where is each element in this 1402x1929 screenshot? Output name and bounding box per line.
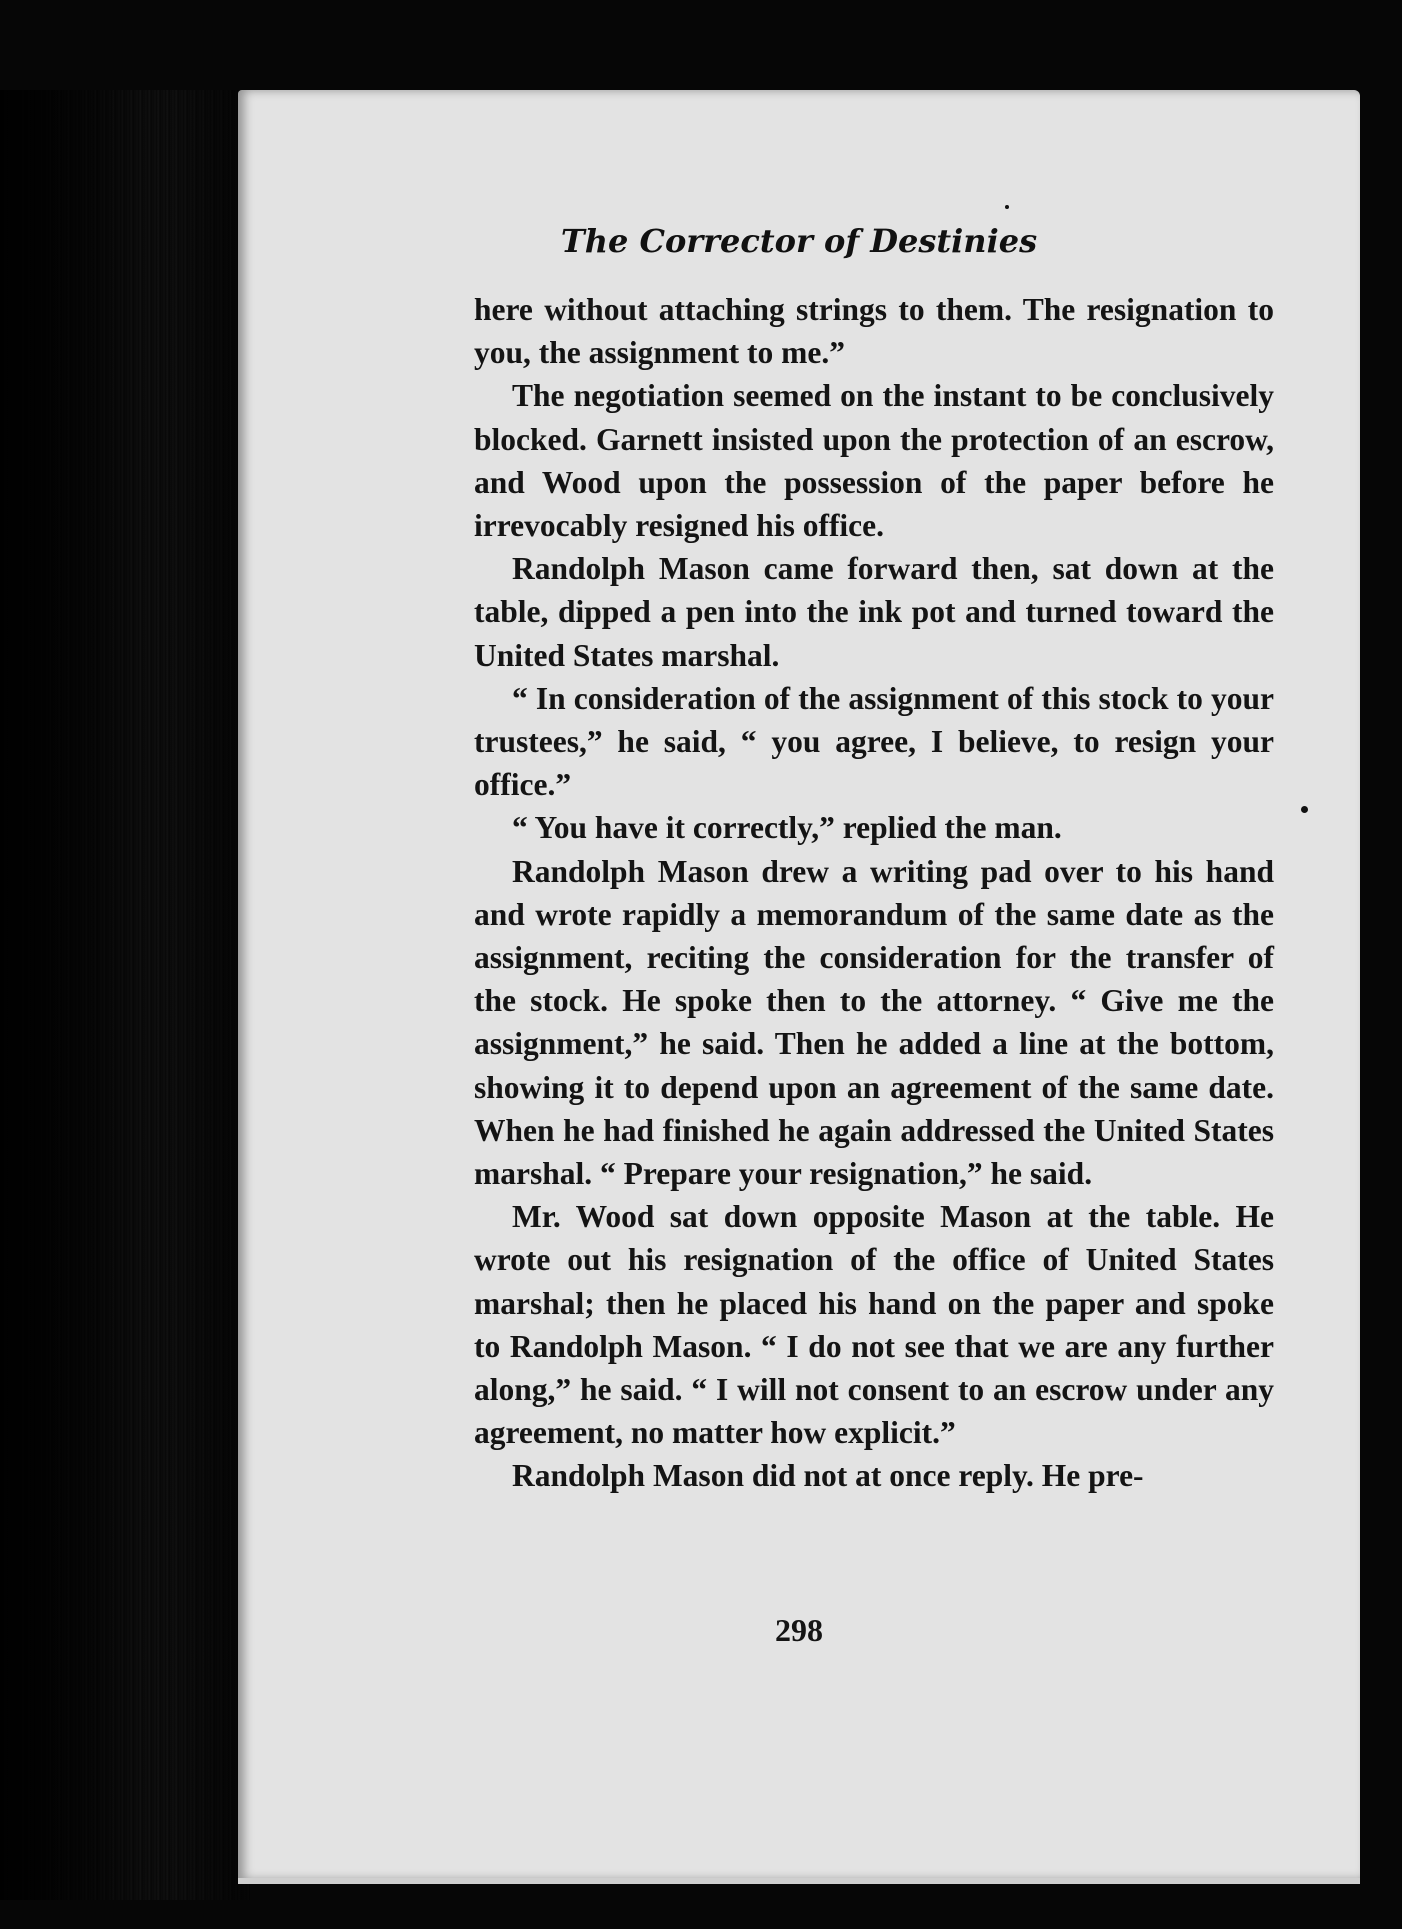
paragraph: The negotiation seemed on the instant to be conclusively blocked. Garnett insisted upon the protection of an escrow, and Wood upon the possession of the paper before he irrevocably resigned his office. bbox=[474, 378, 1274, 544]
dust-speck bbox=[1301, 806, 1308, 813]
paragraph: “ You have it correctly,” replied the man. bbox=[512, 810, 1062, 846]
paragraph: “ In consideration of the assignment of this stock to your trustees,” he said, “ you agree, I believe, to resign your office.” bbox=[474, 680, 1274, 803]
paragraph: Mr. Wood sat down opposite Mason at the table. He wrote out his resignation of the office of United States marshal; then he placed his hand on the paper and spoke to Randolph Mason. “ I do not see that we are any further along,” he said. “ I will not consent to an escrow under any agreement, no matter how explicit.” bbox=[474, 1199, 1274, 1451]
page-number: 298 bbox=[775, 1612, 823, 1648]
page-bottom-edge bbox=[238, 1878, 1360, 1884]
body-text bbox=[474, 288, 1274, 1498]
dust-speck bbox=[1005, 205, 1009, 209]
paragraph: Randolph Mason drew a writing pad over to his hand and wrote rapidly a memorandum of the same date as the assignment, reciting the consideration for the transfer of the stock. He spoke then to the attorney. “ Give me the assignment,” he said. Then he added a line at the bottom, showing it to depend upon an agreement of the same date. When he had finished he again addressed the United States marshal. “ Prepare your resignation,” he said. bbox=[474, 853, 1274, 1192]
paragraph: Randolph Mason did not at once reply. He pre- bbox=[512, 1458, 1144, 1494]
paragraph: Randolph Mason came forward then, sat down at the table, dipped a pen into the ink pot and turned toward the United States marshal. bbox=[474, 551, 1274, 673]
paragraph: here without attaching strings to them. The resignation to you, the assignment to me.” bbox=[474, 292, 1274, 371]
spine-shadow bbox=[0, 90, 250, 1900]
running-head: The Corrector of Destinies bbox=[560, 222, 1038, 260]
